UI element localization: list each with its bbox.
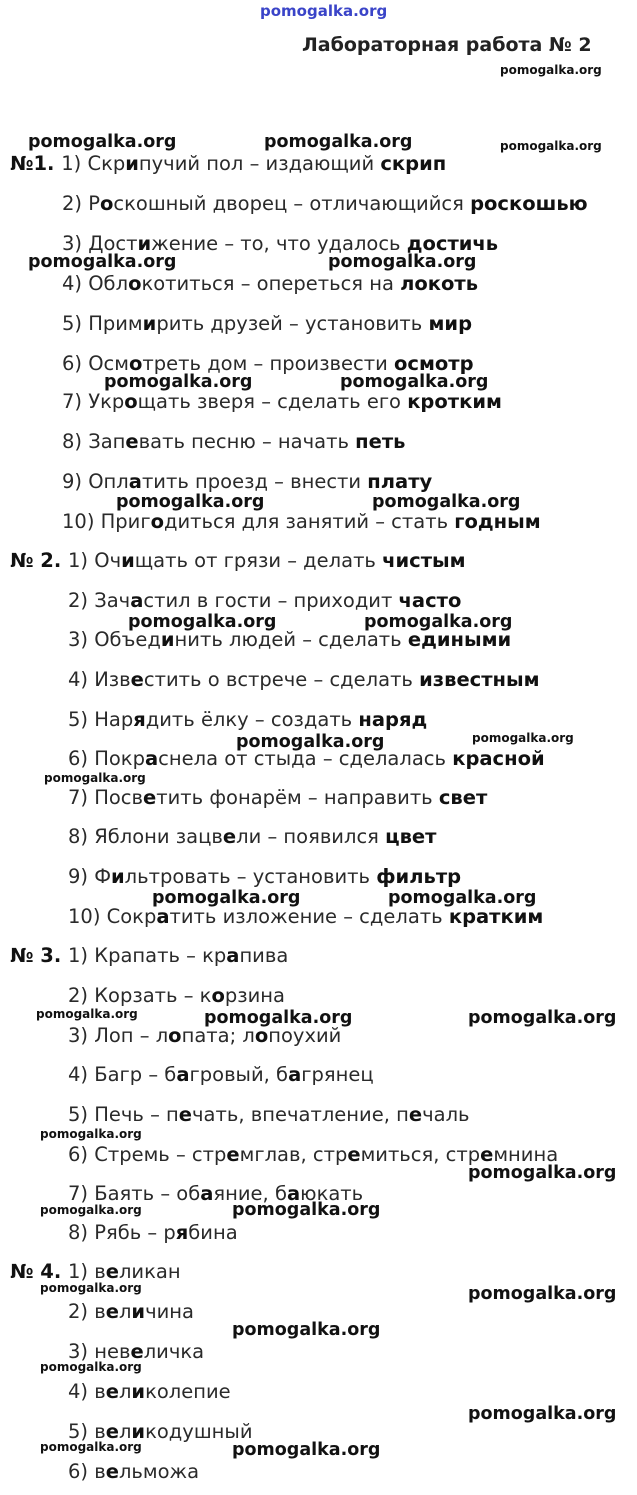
watermark: pomogalka.org	[40, 1127, 142, 1141]
answer-line: 5) Нарядить ёлку – создать наряд	[68, 708, 428, 731]
watermark: pomogalka.org	[40, 1360, 142, 1374]
vowel-highlight: о	[129, 352, 143, 375]
check-word: годным	[454, 510, 541, 533]
answer-line: 2) величина	[68, 1300, 194, 1323]
vowel-highlight: о	[99, 192, 114, 215]
check-word: красной	[452, 747, 545, 770]
watermark: pomogalka.org	[40, 1440, 142, 1454]
watermark: pomogalka.org	[40, 1203, 142, 1217]
check-word: едиными	[407, 628, 512, 651]
answer-line: 4) Известить о встрече – сделать известным	[68, 668, 540, 691]
answer-line: 8) Запевать песню – начать петь	[62, 430, 406, 453]
watermark: pomogalka.org	[264, 132, 413, 152]
watermark: pomogalka.org	[104, 372, 253, 392]
task-number: № 4.	[10, 1260, 69, 1283]
watermark: pomogalka.org	[128, 612, 277, 632]
answer-line: 4) Багр – багровый, багрянец	[68, 1063, 374, 1086]
answer-line: 9) Оплатить проезд – внести плату	[62, 470, 433, 493]
vowel-highlight: о	[128, 272, 142, 295]
watermark: pomogalka.org	[116, 492, 265, 512]
answer-line: 2) Зачастил в гости – приходит часто	[68, 589, 462, 612]
watermark: pomogalka.org	[232, 1200, 381, 1220]
check-word: известным	[419, 668, 540, 691]
vowel-highlight: о	[150, 510, 164, 533]
watermark: pomogalka.org	[328, 252, 477, 272]
vowel-highlight: и	[121, 549, 135, 572]
task-number: №1.	[10, 152, 62, 175]
vowel-highlight: е	[143, 786, 157, 809]
check-word: плату	[367, 470, 433, 493]
watermark: pomogalka.org	[500, 139, 602, 153]
vowel-highlight: о	[124, 390, 138, 413]
answer-line: 3) Достижение – то, что удалось достичь	[62, 232, 499, 255]
answer-line: 4) великолепие	[68, 1380, 231, 1403]
answer-line: 5) великодушный	[68, 1420, 253, 1443]
check-word: кратким	[448, 905, 544, 928]
check-word: наряд	[358, 708, 428, 731]
answer-line: 10) Сократить изложение – сделать кратким	[68, 905, 544, 928]
answer-line: 8) Рябь – рябина	[68, 1221, 238, 1244]
watermark: pomogalka.org	[40, 1281, 142, 1295]
answer-line: 7) Посветить фонарём – направить свет	[68, 786, 488, 809]
vowel-highlight: а	[130, 589, 144, 612]
vowel-highlight: и	[125, 152, 139, 175]
check-word: локоть	[400, 272, 479, 295]
watermark: pomogalka.org	[236, 732, 385, 752]
answer-line: 6) Покраснела от стыда – сделалась красной	[68, 747, 545, 770]
vowel-highlight: а	[156, 905, 170, 928]
answer-line: 3) Объединить людей – сделать едиными	[68, 628, 512, 651]
watermark: pomogalka.org	[44, 771, 146, 785]
watermark: pomogalka.org	[468, 1163, 617, 1183]
answer-line: 2) Корзать – корзина	[68, 984, 285, 1007]
check-word: петь	[355, 430, 406, 453]
watermark: pomogalka.org	[232, 1320, 381, 1340]
vowel-highlight: и	[137, 232, 152, 255]
vowel-highlight: я	[133, 708, 146, 731]
page-title: Лабораторная работа № 2	[302, 34, 592, 56]
answer-line: №1. 1) Скрипучий пол – издающий скрип	[10, 152, 447, 175]
answer-line: 3) невеличка	[68, 1340, 205, 1363]
answer-line: 8) Яблони зацвели – появился цвет	[68, 825, 437, 848]
answer-line: 7) Укрощать зверя – сделать его кротким	[62, 390, 502, 413]
watermark: pomogalka.org	[472, 731, 574, 745]
vowel-highlight: е	[125, 430, 139, 453]
vowel-highlight: е	[130, 668, 144, 691]
answer-line: № 4. 1) великан	[10, 1260, 181, 1283]
check-word: фильтр	[376, 865, 462, 888]
answer-line: 5) Примирить друзей – установить мир	[62, 312, 473, 335]
site-header-link[interactable]: pomogalka.org	[260, 2, 388, 20]
watermark: pomogalka.org	[232, 1440, 381, 1460]
check-word: скрип	[380, 152, 447, 175]
watermark: pomogalka.org	[204, 1008, 353, 1028]
task-number: № 3.	[10, 944, 69, 967]
check-word: чистым	[382, 549, 466, 572]
vowel-highlight: е	[222, 825, 237, 848]
answer-line: 5) Печь – печать, впечатление, печаль	[68, 1103, 470, 1126]
answer-line: № 2. 1) Очищать от грязи – делать чистым	[10, 549, 466, 572]
watermark: pomogalka.org	[468, 1284, 617, 1304]
answer-line: 10) Пригодиться для занятий – стать годным	[62, 510, 541, 533]
watermark: pomogalka.org	[500, 63, 602, 77]
check-word: часто	[398, 589, 462, 612]
check-word: мир	[428, 312, 473, 335]
vowel-highlight: а	[144, 747, 159, 770]
answer-line: 6) вельможа	[68, 1460, 200, 1483]
check-word: осмотр	[394, 352, 474, 375]
watermark: pomogalka.org	[36, 1007, 138, 1021]
check-word: роскошью	[470, 192, 588, 215]
answer-line: 6) Стремь – стремглав, стремиться, стремнина	[68, 1143, 559, 1166]
check-word: кротким	[407, 390, 502, 413]
check-word: достичь	[406, 232, 499, 255]
watermark: pomogalka.org	[468, 1404, 617, 1424]
watermark: pomogalka.org	[372, 492, 521, 512]
answer-line: 6) Осмотреть дом – произвести осмотр	[62, 352, 474, 375]
answer-line: 2) Роскошный дворец – отличающийся роскошью	[62, 192, 588, 215]
watermark: pomogalka.org	[28, 132, 177, 152]
watermark: pomogalka.org	[388, 888, 537, 908]
vowel-highlight: и	[160, 628, 175, 651]
answer-line: 4) Облокотиться – опереться на локоть	[62, 272, 479, 295]
watermark: pomogalka.org	[152, 888, 301, 908]
vowel-highlight: а	[128, 470, 142, 493]
watermark: pomogalka.org	[364, 612, 513, 632]
task-number: № 2.	[10, 549, 69, 572]
vowel-highlight: и	[142, 312, 157, 335]
answer-line: 3) Лоп – лопата; лопоухий	[68, 1024, 342, 1047]
check-word: цвет	[385, 825, 437, 848]
watermark: pomogalka.org	[340, 372, 489, 392]
watermark: pomogalka.org	[468, 1008, 617, 1028]
vowel-highlight: и	[111, 865, 125, 888]
check-word: свет	[438, 786, 488, 809]
answer-line: 9) Фильтровать – установить фильтр	[68, 865, 462, 888]
answer-line: № 3. 1) Крапать – крапива	[10, 944, 289, 967]
answer-line: 7) Баять – обаяние, баюкать	[68, 1182, 364, 1205]
watermark: pomogalka.org	[28, 252, 177, 272]
